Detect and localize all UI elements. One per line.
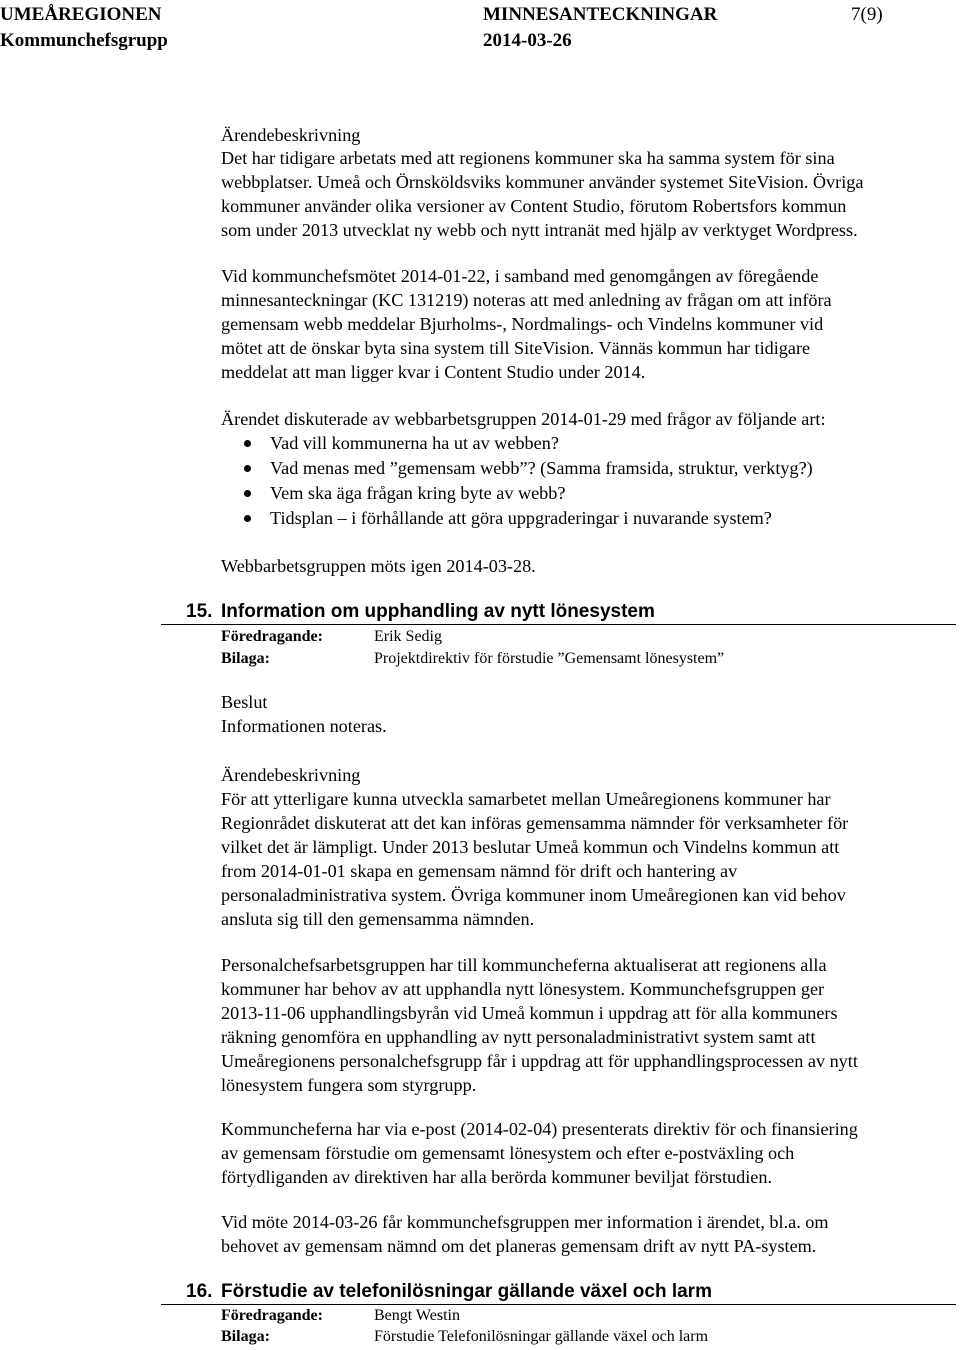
presenter-label: Föredragande:: [221, 628, 323, 645]
text-line: kommuner har behov av att upphandla nytt lönesystem. Kommunchefsgruppen ger: [221, 979, 825, 999]
text-line: webbplatser. Umeå och Örnsköldsviks kommuner använder systemet SiteVision. Övriga: [221, 172, 864, 192]
item-number: 15.: [186, 601, 213, 622]
text-line: from 2014-01-01 skapa en gemensam nämnd för drift och hantering av: [221, 861, 738, 881]
document-date: 2014-03-26: [483, 30, 572, 51]
attachment-label: Bilaga:: [221, 1328, 270, 1345]
decision-heading: Beslut: [221, 692, 268, 712]
bullet-icon: [244, 490, 251, 497]
group-name: Kommunchefsgrupp: [0, 30, 168, 51]
attachment-name: Förstudie Telefonilösningar gällande växel och larm: [374, 1328, 709, 1345]
decision-text: Informationen noteras.: [221, 716, 387, 736]
paragraph: Ärendet diskuterade av webbarbetsgruppen 2014-01-29 med frågor av följande art:: [221, 409, 826, 429]
list-item: Vad vill kommunerna ha ut av webben?: [270, 433, 559, 453]
text-line: som under 2013 utvecklat ny webb och nytt intranät med hjälp av verktyget Wordpress.: [221, 220, 858, 240]
section-heading: Ärendebeskrivning: [221, 125, 361, 145]
text-line: Det har tidigare arbetats med att regionens kommuner ska ha samma system för sina: [221, 148, 835, 168]
org-name: UMEÅREGIONEN: [0, 4, 162, 25]
presenter-name: Bengt Westin: [374, 1307, 460, 1324]
item-number: 16.: [186, 1281, 213, 1302]
page-number: 7(9): [851, 4, 883, 25]
text-line: gemensam webb meddelar Bjurholms-, Nordmalings- och Vindelns kommuner vid: [221, 314, 824, 334]
text-line: vilket det är lämpligt. Under 2013 beslutar Umeå kommun och Vindelns kommun att: [221, 837, 840, 857]
attachment-name: Projektdirektiv för förstudie ”Gemensamt lönesystem”: [374, 650, 725, 667]
text-line: kommuner använder olika versioner av Content Studio, förutom Robertsfors kommun: [221, 196, 847, 216]
text-line: behovet av gemensam nämnd om det planeras gemensam drift av nytt PA-system.: [221, 1236, 817, 1256]
text-line: meddelat att man ligger kvar i Content Studio under 2014.: [221, 362, 646, 382]
text-line: Vid möte 2014-03-26 får kommunchefsgruppen mer information i ärendet, bl.a. om: [221, 1212, 829, 1232]
text-line: Kommuncheferna har via e-post (2014-02-04) presenterats direktiv för och finansiering: [221, 1119, 858, 1139]
title-rule: [161, 624, 956, 625]
text-line: minnesanteckningar (KC 131219) noteras att med anledning av frågan om att införa: [221, 290, 832, 310]
text-line: För att ytterligare kunna utveckla samarbetet mellan Umeåregionens kommuner har: [221, 789, 831, 809]
bullet-icon: [244, 465, 251, 472]
text-line: Personalchefsarbetsgruppen har till kommuncheferna aktualiserat att regionens alla: [221, 955, 827, 975]
text-line: ansluta sig till den gemensamma nämnden.: [221, 909, 535, 929]
bullet-icon: [244, 515, 251, 522]
text-line: räkning genomföra en upphandling av nytt personaladministrativt system samt att: [221, 1027, 816, 1047]
text-line: personaladministrativa system. Övriga kommuner inom Umeåregionen kan vid behov: [221, 885, 846, 905]
attachment-label: Bilaga:: [221, 650, 270, 667]
presenter-label: Föredragande:: [221, 1307, 323, 1324]
section-heading: Ärendebeskrivning: [221, 765, 361, 785]
list-item: Vad menas med ”gemensam webb”? (Samma framsida, struktur, verktyg?): [270, 458, 813, 478]
bullet-icon: [244, 440, 251, 447]
item-title: Förstudie av telefonilösningar gällande växel och larm: [221, 1281, 712, 1302]
presenter-name: Erik Sedig: [374, 628, 442, 645]
text-line: av gemensam förstudie om gemensamt lönesystem och efter e-postväxling och: [221, 1143, 795, 1163]
text-line: Regionrådet diskuterat att det kan införas gemensamma nämnder för verksamheter för: [221, 813, 849, 833]
text-line: förtydliganden av direktiven har alla berörda kommuner beviljat förstudien.: [221, 1167, 772, 1187]
text-line: mötet att de önskar byta sina system till SiteVision. Vännäs kommun har tidigare: [221, 338, 811, 358]
text-line: Vid kommunchefsmötet 2014-01-22, i samband med genomgången av föregående: [221, 266, 819, 286]
document-type: MINNESANTECKNINGAR: [483, 4, 718, 25]
list-item: Tidsplan – i förhållande att göra uppgraderingar i nuvarande system?: [270, 508, 772, 528]
list-item: Vem ska äga frågan kring byte av webb?: [270, 483, 566, 503]
text-line: Umeåregionens personalchefsgrupp får i uppdrag att för upphandlingsprocessen av nytt: [221, 1051, 858, 1071]
text-line: 2013-11-06 upphandlingsbyrån vid Umeå kommun i uppdrag att för alla kommuners: [221, 1003, 838, 1023]
paragraph: Webbarbetsgruppen möts igen 2014-03-28.: [221, 556, 536, 576]
item-title: Information om upphandling av nytt lönesystem: [221, 601, 655, 622]
text-line: lönesystem fungera som styrgrupp.: [221, 1075, 477, 1095]
